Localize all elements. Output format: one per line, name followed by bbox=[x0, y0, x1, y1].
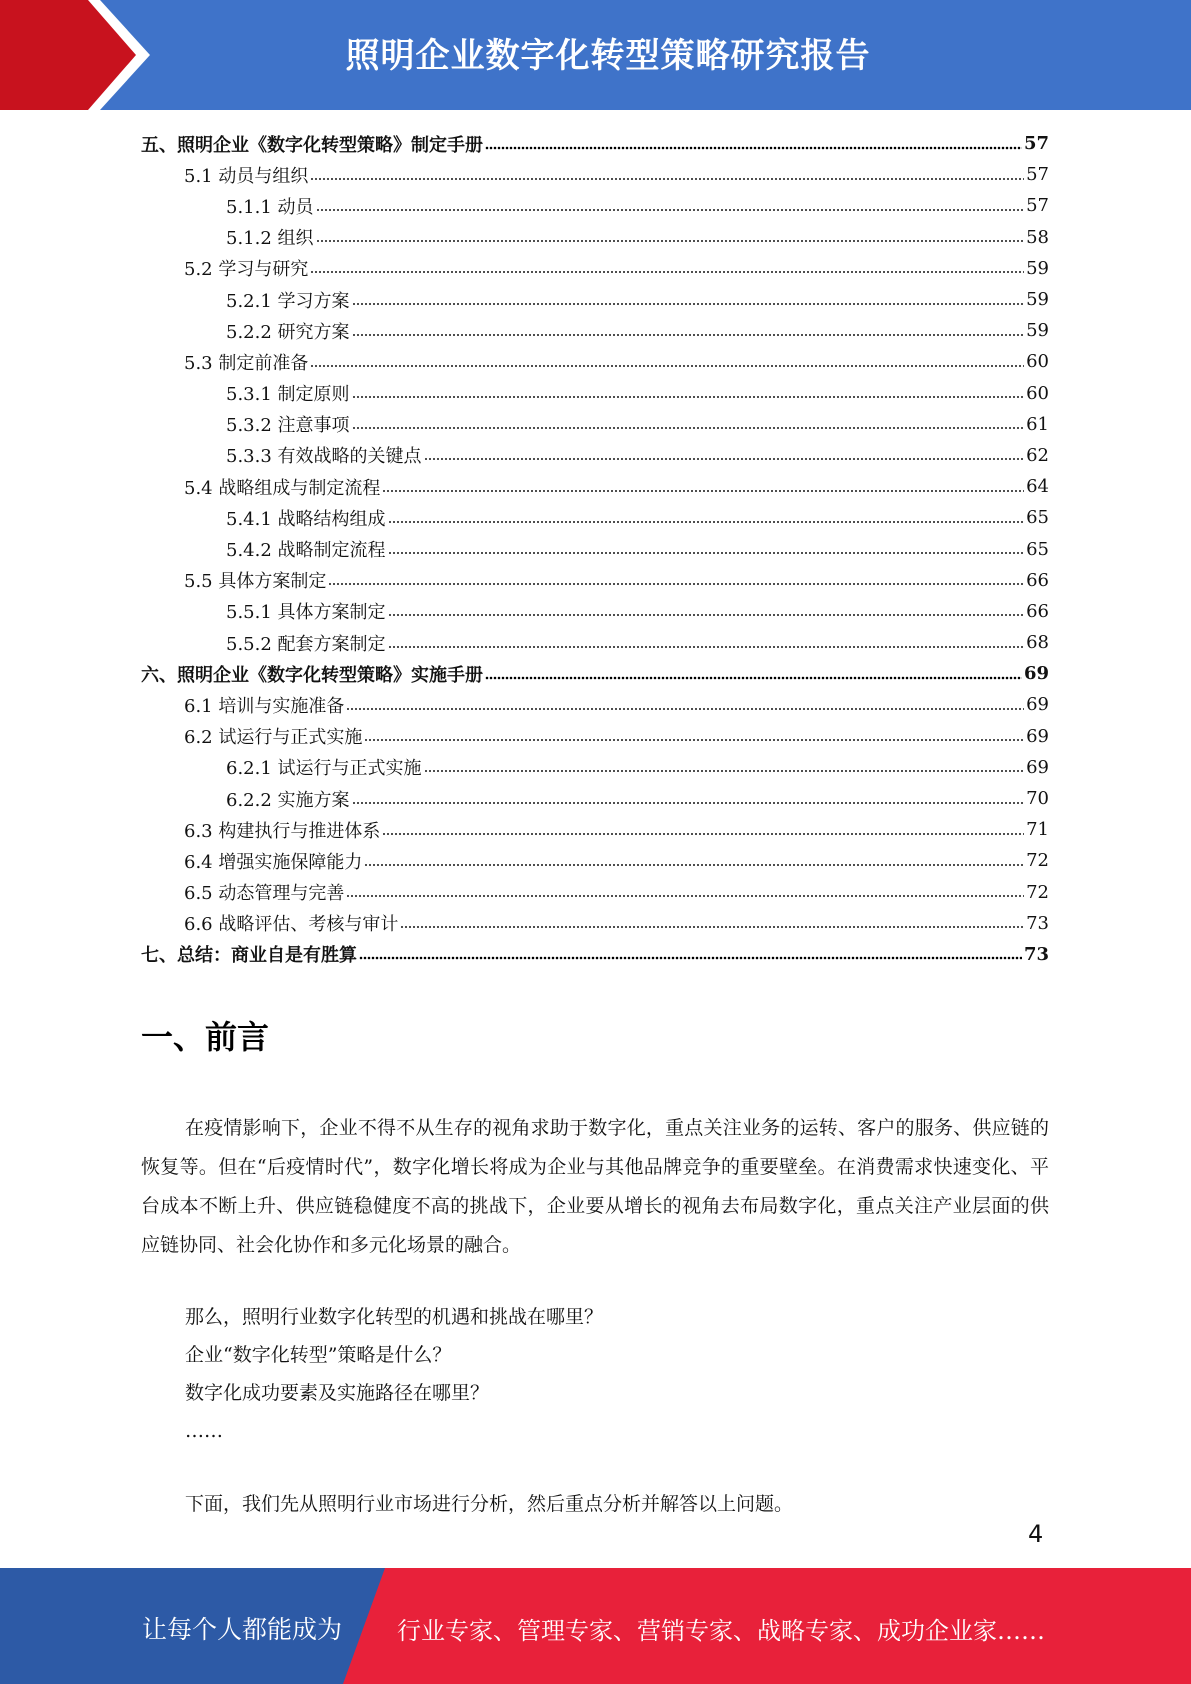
toc-entry[interactable] bbox=[141, 721, 1049, 752]
toc-dot-leader bbox=[352, 415, 1025, 433]
toc-entry-page: 65 bbox=[1026, 507, 1049, 529]
toc-dot-leader bbox=[352, 291, 1025, 309]
toc-dot-leader bbox=[310, 166, 1024, 184]
toc-dot-leader bbox=[352, 384, 1025, 402]
toc-entry[interactable] bbox=[141, 471, 1049, 502]
toc-entry-page: 69 bbox=[1026, 694, 1049, 716]
toc-dot-leader bbox=[310, 259, 1024, 277]
toc-entry[interactable] bbox=[141, 565, 1049, 596]
toc-entry[interactable] bbox=[141, 627, 1049, 658]
toc-entry-page: 59 bbox=[1026, 289, 1049, 311]
ellipsis-item: …… bbox=[185, 1420, 223, 1442]
toc-dot-leader bbox=[346, 883, 1024, 901]
toc-dot-leader bbox=[388, 540, 1025, 558]
toc-dot-leader bbox=[485, 135, 1022, 153]
toc-dot-leader bbox=[346, 696, 1024, 714]
toc-dot-leader bbox=[485, 665, 1022, 683]
toc-entry-label: 6.2.1 试运行与正式实施 bbox=[226, 758, 422, 780]
toc-entry-label: 5.1.2 组织 bbox=[226, 228, 314, 250]
toc-entry-page: 70 bbox=[1026, 788, 1049, 810]
toc-entry-page: 62 bbox=[1026, 444, 1049, 466]
toc-entry-page: 59 bbox=[1026, 320, 1049, 342]
toc-entry-label: 6.1 培训与实施准备 bbox=[184, 695, 345, 717]
page-number: 4 bbox=[1028, 1520, 1044, 1548]
toc-dot-leader bbox=[310, 353, 1024, 371]
toc-dot-leader bbox=[400, 914, 1024, 932]
footer-slogan-left: 让每个人都能成为 bbox=[142, 1615, 343, 1644]
question-item: 数字化成功要素及实施路径在哪里？ bbox=[185, 1382, 490, 1404]
toc-entry-label: 5.1 动员与组织 bbox=[184, 165, 309, 187]
toc-entry-page: 61 bbox=[1026, 413, 1049, 435]
toc-entry-page: 69 bbox=[1026, 756, 1049, 778]
toc-entry-page: 73 bbox=[1026, 912, 1049, 934]
table-of-contents bbox=[141, 128, 1049, 970]
toc-dot-leader bbox=[359, 945, 1022, 963]
toc-dot-leader bbox=[364, 852, 1024, 870]
toc-entry-label: 5.4.2 战略制定流程 bbox=[226, 540, 386, 562]
toc-entry-page: 58 bbox=[1026, 226, 1049, 248]
section-heading: 一、前言 bbox=[141, 1018, 270, 1056]
toc-entry-label: 5.3.1 制定原则 bbox=[226, 384, 350, 406]
toc-entry[interactable] bbox=[141, 378, 1049, 409]
toc-entry-label: 5.5.2 配套方案制定 bbox=[226, 633, 386, 655]
toc-entry-page: 57 bbox=[1023, 133, 1049, 155]
toc-entry-label: 5.3 制定前准备 bbox=[184, 352, 309, 374]
toc-entry-page: 66 bbox=[1026, 569, 1049, 591]
toc-entry-label: 6.3 构建执行与推进体系 bbox=[184, 820, 381, 842]
toc-entry[interactable] bbox=[141, 533, 1049, 564]
toc-dot-leader bbox=[352, 790, 1025, 808]
toc-entry-page: 72 bbox=[1026, 850, 1049, 872]
toc-entry[interactable] bbox=[141, 877, 1049, 908]
toc-entry[interactable] bbox=[141, 689, 1049, 720]
toc-entry[interactable] bbox=[141, 596, 1049, 627]
toc-entry-label: 6.2 试运行与正式实施 bbox=[184, 727, 363, 749]
toc-entry-label: 6.5 动态管理与完善 bbox=[184, 883, 345, 905]
closing-sentence: 下面，我们先从照明行业市场进行分析，然后重点分析并解答以上问题。 bbox=[185, 1493, 794, 1515]
toc-entry[interactable] bbox=[141, 159, 1049, 190]
toc-entry[interactable] bbox=[141, 253, 1049, 284]
toc-entry[interactable] bbox=[141, 222, 1049, 253]
toc-entry-page: 57 bbox=[1026, 195, 1049, 217]
toc-entry[interactable] bbox=[141, 128, 1049, 159]
toc-entry-label: 5.2.1 学习方案 bbox=[226, 290, 350, 312]
question-item: 企业“数字化转型”策略是什么？ bbox=[185, 1344, 452, 1366]
toc-entry-page: 72 bbox=[1026, 881, 1049, 903]
toc-entry-page: 68 bbox=[1026, 632, 1049, 654]
toc-entry-page: 71 bbox=[1026, 819, 1049, 841]
toc-entry-page: 57 bbox=[1026, 164, 1049, 186]
toc-entry[interactable] bbox=[141, 346, 1049, 377]
toc-entry[interactable] bbox=[141, 783, 1049, 814]
toc-entry-page: 65 bbox=[1026, 538, 1049, 560]
toc-entry[interactable] bbox=[141, 814, 1049, 845]
toc-entry-label: 5.2 学习与研究 bbox=[184, 259, 309, 281]
toc-dot-leader bbox=[388, 634, 1025, 652]
page-header bbox=[0, 0, 1191, 110]
toc-entry-label: 五、照明企业《数字化转型策略》制定手册 bbox=[141, 134, 483, 156]
toc-entry[interactable] bbox=[141, 752, 1049, 783]
toc-entry-page: 64 bbox=[1026, 476, 1049, 498]
toc-entry-page: 59 bbox=[1026, 257, 1049, 279]
toc-entry-page: 60 bbox=[1026, 351, 1049, 373]
toc-dot-leader bbox=[388, 509, 1025, 527]
page-footer bbox=[0, 1568, 1191, 1684]
toc-entry[interactable] bbox=[141, 502, 1049, 533]
toc-entry[interactable] bbox=[141, 440, 1049, 471]
report-title: 照明企业数字化转型策略研究报告 bbox=[345, 36, 871, 76]
question-list bbox=[185, 1298, 603, 1450]
toc-entry[interactable] bbox=[141, 284, 1049, 315]
toc-dot-leader bbox=[424, 446, 1025, 464]
toc-entry[interactable] bbox=[141, 908, 1049, 939]
toc-dot-leader bbox=[424, 758, 1025, 776]
question-item: 那么，照明行业数字化转型的机遇和挑战在哪里？ bbox=[185, 1306, 604, 1328]
toc-entry-label: 6.4 增强实施保障能力 bbox=[184, 851, 363, 873]
toc-dot-leader bbox=[382, 478, 1024, 496]
toc-entry-page: 60 bbox=[1026, 382, 1049, 404]
toc-entry-label: 5.1.1 动员 bbox=[226, 196, 314, 218]
toc-dot-leader bbox=[352, 322, 1025, 340]
toc-entry-page: 66 bbox=[1026, 600, 1049, 622]
toc-entry-label: 七、总结：商业自是有胜算 bbox=[141, 945, 357, 967]
toc-dot-leader bbox=[388, 602, 1025, 620]
toc-entry-page: 73 bbox=[1023, 943, 1049, 965]
toc-entry-label: 5.3.3 有效战略的关键点 bbox=[226, 446, 422, 468]
toc-entry-label: 5.3.2 注意事项 bbox=[226, 415, 350, 437]
toc-entry-page: 69 bbox=[1026, 725, 1049, 747]
toc-entry[interactable] bbox=[141, 939, 1049, 970]
toc-entry-label: 5.5 具体方案制定 bbox=[184, 571, 327, 593]
toc-dot-leader bbox=[328, 571, 1024, 589]
toc-dot-leader bbox=[316, 197, 1025, 215]
intro-paragraph: 在疫情影响下，企业不得不从生存的视角求助于数字化，重点关注业务的运转、客户的服务、供应链的恢复等。但在“后疫情时代”，数字化增长将成为企业与其他品牌竞争的重要壁垒。在消费需求快速变化、平台成本不断上升、供应链稳健度不高的挑战下，企业要从增长的视角去布局数字化，重点关注产业层面的供应链协同、社会化协作和多元化场景的融合。 bbox=[141, 1117, 1049, 1256]
toc-entry[interactable] bbox=[141, 409, 1049, 440]
toc-entry[interactable] bbox=[141, 315, 1049, 346]
toc-entry-label: 5.5.1 具体方案制定 bbox=[226, 602, 386, 624]
toc-entry[interactable] bbox=[141, 845, 1049, 876]
toc-dot-leader bbox=[316, 228, 1025, 246]
toc-entry-page: 69 bbox=[1023, 663, 1049, 685]
footer-slogan-right: 行业专家、管理专家、营销专家、战略专家、成功企业家…… bbox=[397, 1617, 1045, 1645]
toc-entry-label: 6.6 战略评估、考核与审计 bbox=[184, 914, 399, 936]
toc-entry-label: 5.4 战略组成与制定流程 bbox=[184, 477, 381, 499]
toc-entry[interactable] bbox=[141, 190, 1049, 221]
toc-dot-leader bbox=[382, 821, 1024, 839]
toc-dot-leader bbox=[364, 727, 1024, 745]
toc-entry-label: 5.4.1 战略结构组成 bbox=[226, 508, 386, 530]
toc-entry[interactable] bbox=[141, 658, 1049, 689]
toc-entry-label: 5.2.2 研究方案 bbox=[226, 321, 350, 343]
toc-entry-label: 6.2.2 实施方案 bbox=[226, 789, 350, 811]
toc-entry-label: 六、照明企业《数字化转型策略》实施手册 bbox=[141, 664, 483, 686]
